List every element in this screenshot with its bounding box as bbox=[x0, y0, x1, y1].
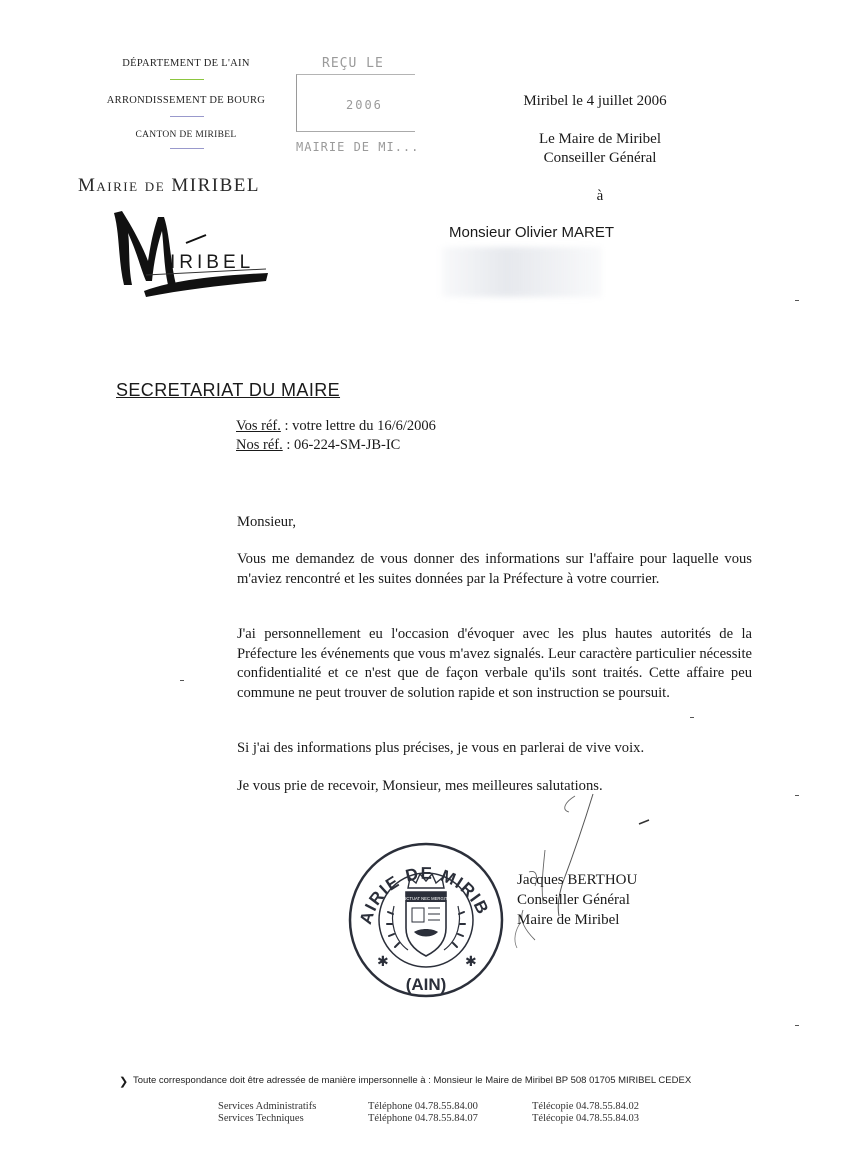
canton-rule bbox=[170, 148, 204, 149]
seal-star-left: ✱ bbox=[377, 955, 389, 970]
section-title: SECRETARIAT DU MAIRE bbox=[116, 380, 341, 400]
department-label: DÉPARTEMENT DE L'AIN bbox=[122, 58, 250, 69]
footer-service-tech: Services Techniques bbox=[218, 1113, 304, 1124]
footer-fax-admin: Télécopie 04.78.55.84.02 bbox=[532, 1101, 640, 1112]
stamp-date: 2006 bbox=[346, 98, 383, 112]
stamp-label: REÇU LE bbox=[322, 56, 384, 71]
paragraph-2: J'ai personnellement eu l'occasion d'évoquer avec les plus hautes autorités de la Préfecture les événements que vous m'avez signalés. Leur caractère particulier nécessite confidentialité et ce n'est que de façon verbale qu'ils sont traités. Cette affaire peu commune ne peut trouver de solution rapide et son instruction se poursuit. bbox=[237, 626, 752, 701]
your-reference-value: : votre lettre du 16/6/2006 bbox=[284, 418, 436, 434]
scan-speck bbox=[180, 680, 184, 681]
mairie-title: Mairie de MIRIBEL bbox=[78, 175, 260, 196]
signatory-name: Jacques BERTHOU bbox=[517, 872, 638, 888]
your-reference bbox=[236, 418, 436, 435]
place-date: Miribel le 4 juillet 2006 bbox=[523, 93, 667, 109]
shield-motto: FLUCTUAT NEC MERGITUR bbox=[398, 896, 454, 901]
svg-text:MAIRIE DE MIRIBEL bbox=[346, 836, 493, 926]
arrondissement-rule bbox=[170, 116, 204, 117]
stamp-origin: MAIRIE DE MI... bbox=[296, 140, 420, 154]
our-reference-label: Nos réf. bbox=[236, 437, 283, 453]
scan-speck bbox=[795, 300, 799, 301]
sender-title-1: Le Maire de Miribel bbox=[538, 131, 662, 147]
seal-text-top: AIRIE DE MIRIB bbox=[356, 863, 493, 927]
scan-speck bbox=[795, 1025, 799, 1026]
arrow-icon: ❯ bbox=[119, 1076, 129, 1088]
seal-graphic bbox=[346, 836, 506, 1001]
recipient-name: Monsieur Olivier MARET bbox=[449, 224, 615, 241]
footer-tel-admin: Téléphone 04.78.55.84.00 bbox=[368, 1101, 478, 1112]
department-rule bbox=[170, 79, 204, 80]
our-reference-value: : 06-224-SM-JB-IC bbox=[286, 437, 401, 453]
sender-title-2: Conseiller Général bbox=[543, 150, 657, 166]
to-word: à bbox=[596, 188, 604, 204]
miribel-logo bbox=[106, 205, 276, 300]
footer-service-admin: Services Administratifs bbox=[218, 1101, 317, 1112]
seal-star-right: ✱ bbox=[465, 955, 477, 970]
your-reference-label: Vos réf. bbox=[236, 418, 281, 434]
paragraph-3: Si j'ai des informations plus précises, je vous en parlerai de vive voix. bbox=[237, 740, 645, 756]
scan-speck bbox=[795, 795, 799, 796]
signatory-role-2: Maire de Miribel bbox=[517, 912, 620, 928]
paragraph-1: Vous me demandez de vous donner des informations sur l'affaire pour laquelle vous m'aviez rencontré et les suites données par la Préfecture à votre courrier. bbox=[237, 551, 752, 587]
footer-tel-tech: Téléphone 04.78.55.84.07 bbox=[368, 1113, 478, 1124]
canton-label: CANTON DE MIRIBEL bbox=[135, 130, 237, 140]
our-reference bbox=[236, 437, 400, 454]
received-stamp bbox=[286, 52, 436, 164]
mairie-seal bbox=[346, 836, 506, 1001]
salutation: Monsieur, bbox=[237, 514, 297, 530]
seal-text-bottom: (AIN) bbox=[405, 975, 447, 994]
footer-note: Toute correspondance doit être adressée de manière impersonnelle à : Monsieur le Maire de Miribel BP 508 01705 MIRIBEL CEDEX bbox=[133, 1075, 692, 1086]
logo-text: IRIBEL bbox=[170, 252, 255, 273]
scan-speck bbox=[690, 717, 694, 718]
paragraph-4: Je vous prie de recevoir, Monsieur, mes meilleures salutations. bbox=[237, 778, 603, 794]
signatory-role-1: Conseiller Général bbox=[517, 892, 630, 908]
redacted-address bbox=[442, 247, 602, 297]
footer-fax-tech: Télécopie 04.78.55.84.03 bbox=[532, 1113, 640, 1124]
arrondissement-label: ARRONDISSEMENT DE BOURG bbox=[106, 95, 266, 106]
